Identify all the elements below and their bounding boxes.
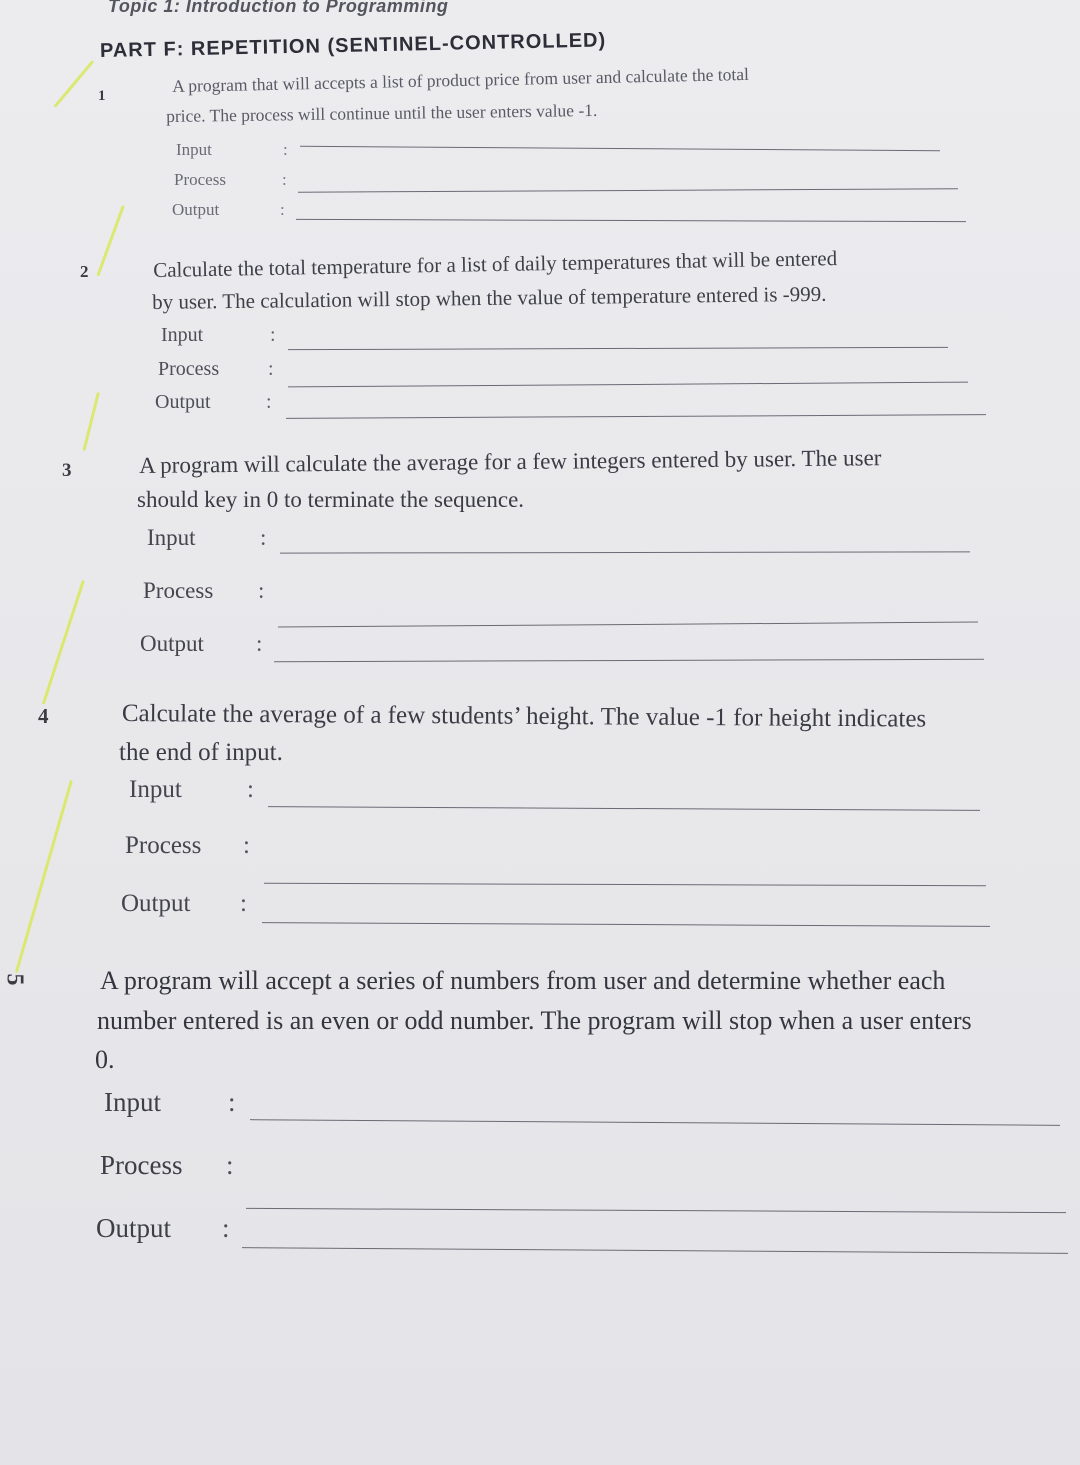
output-answer-line[interactable]: [274, 659, 984, 662]
output-label: Output: [155, 391, 211, 413]
process-label: Process: [100, 1150, 183, 1180]
output-answer-line[interactable]: [296, 219, 966, 222]
input-answer-line[interactable]: [280, 551, 970, 553]
colon: :: [260, 525, 267, 550]
topic-header: Topic 1: Introduction to Programming: [108, 0, 449, 16]
process-answer-line[interactable]: [264, 883, 986, 887]
process-row: [174, 170, 226, 190]
process-row: [100, 1150, 183, 1181]
colon: :: [222, 1213, 230, 1243]
part-title: PART F: REPETITION (SENTINEL-CONTROLLED): [99, 29, 607, 62]
highlighter-mark: [96, 205, 124, 277]
highlighter-mark: [15, 780, 73, 973]
colon: :: [243, 832, 250, 859]
output-answer-line[interactable]: [262, 922, 990, 927]
question-text-line: price. The process will continue until the user enters value -1.: [166, 99, 598, 126]
colon: :: [240, 890, 247, 917]
colon: :: [282, 170, 287, 189]
output-row: [155, 391, 211, 414]
process-row: [158, 358, 219, 381]
question-text-line: A program that will accepts a list of product price from user and calculate the total: [172, 63, 750, 96]
input-answer-line[interactable]: [268, 806, 980, 811]
question-text-line: number entered is an even or odd number. The program will stop when a user enters: [97, 1006, 972, 1035]
colon: :: [228, 1087, 236, 1117]
input-answer-line[interactable]: [250, 1119, 1060, 1126]
question-text-line: A program will accept a series of numbers from user and determine whether each: [100, 966, 946, 995]
process-label: Process: [158, 358, 220, 380]
output-answer-line[interactable]: [286, 414, 986, 419]
highlighter-mark: [82, 392, 99, 451]
input-row: [176, 140, 212, 160]
question-text-line: by user. The calculation will stop when the value of temperature entered is -999.: [152, 281, 827, 314]
output-row: [121, 890, 190, 918]
input-answer-line[interactable]: [300, 146, 940, 151]
output-label: Output: [96, 1213, 172, 1243]
colon: :: [256, 631, 263, 656]
question-text-line: Calculate the average of a few students’ height. The value -1 for height indicates: [121, 700, 927, 733]
question-text-line: Calculate the total temperature for a list of daily temperatures that will be entered: [153, 246, 838, 282]
colon: :: [226, 1150, 234, 1180]
input-label: Input: [104, 1087, 161, 1117]
process-row: [125, 832, 201, 860]
output-answer-line[interactable]: [242, 1247, 1068, 1254]
colon: :: [268, 358, 274, 380]
question-number: 5: [1, 973, 28, 986]
question-text-line: A program will calculate the average for a few integers entered by user. The user: [139, 445, 882, 478]
output-label: Output: [121, 890, 191, 917]
highlighter-mark: [42, 580, 85, 705]
process-answer-line[interactable]: [246, 1208, 1066, 1213]
colon: :: [247, 776, 254, 803]
input-row: [161, 324, 203, 347]
output-row: [96, 1213, 171, 1244]
process-label: Process: [174, 170, 226, 189]
question-number: 3: [62, 460, 72, 481]
input-label: Input: [176, 140, 212, 159]
process-answer-line[interactable]: [288, 382, 968, 388]
process-answer-line[interactable]: [298, 188, 958, 192]
highlighter-mark: [53, 60, 94, 108]
colon: :: [283, 140, 288, 159]
process-label: Process: [143, 578, 214, 603]
process-row: [143, 578, 213, 604]
colon: :: [258, 578, 265, 603]
output-label: Output: [172, 200, 220, 219]
question-number: 1: [98, 88, 106, 104]
input-answer-line[interactable]: [288, 347, 948, 350]
question-text-line: 0.: [95, 1045, 115, 1074]
question-number: 2: [80, 262, 89, 281]
process-answer-line[interactable]: [278, 622, 978, 628]
process-label: Process: [125, 832, 202, 859]
input-label: Input: [161, 324, 204, 346]
input-label: Input: [147, 525, 196, 550]
input-row: [129, 776, 182, 804]
output-row: [140, 631, 204, 657]
input-row: [147, 525, 196, 551]
question-text-line: should key in 0 to terminate the sequence.: [137, 487, 525, 512]
output-row: [172, 200, 219, 220]
colon: :: [280, 200, 285, 219]
input-row: [104, 1087, 161, 1118]
question-text-line: the end of input.: [119, 739, 283, 766]
output-label: Output: [140, 631, 204, 656]
input-label: Input: [129, 776, 182, 803]
colon: :: [266, 391, 272, 413]
question-number: 4: [38, 704, 49, 728]
colon: :: [270, 324, 276, 346]
